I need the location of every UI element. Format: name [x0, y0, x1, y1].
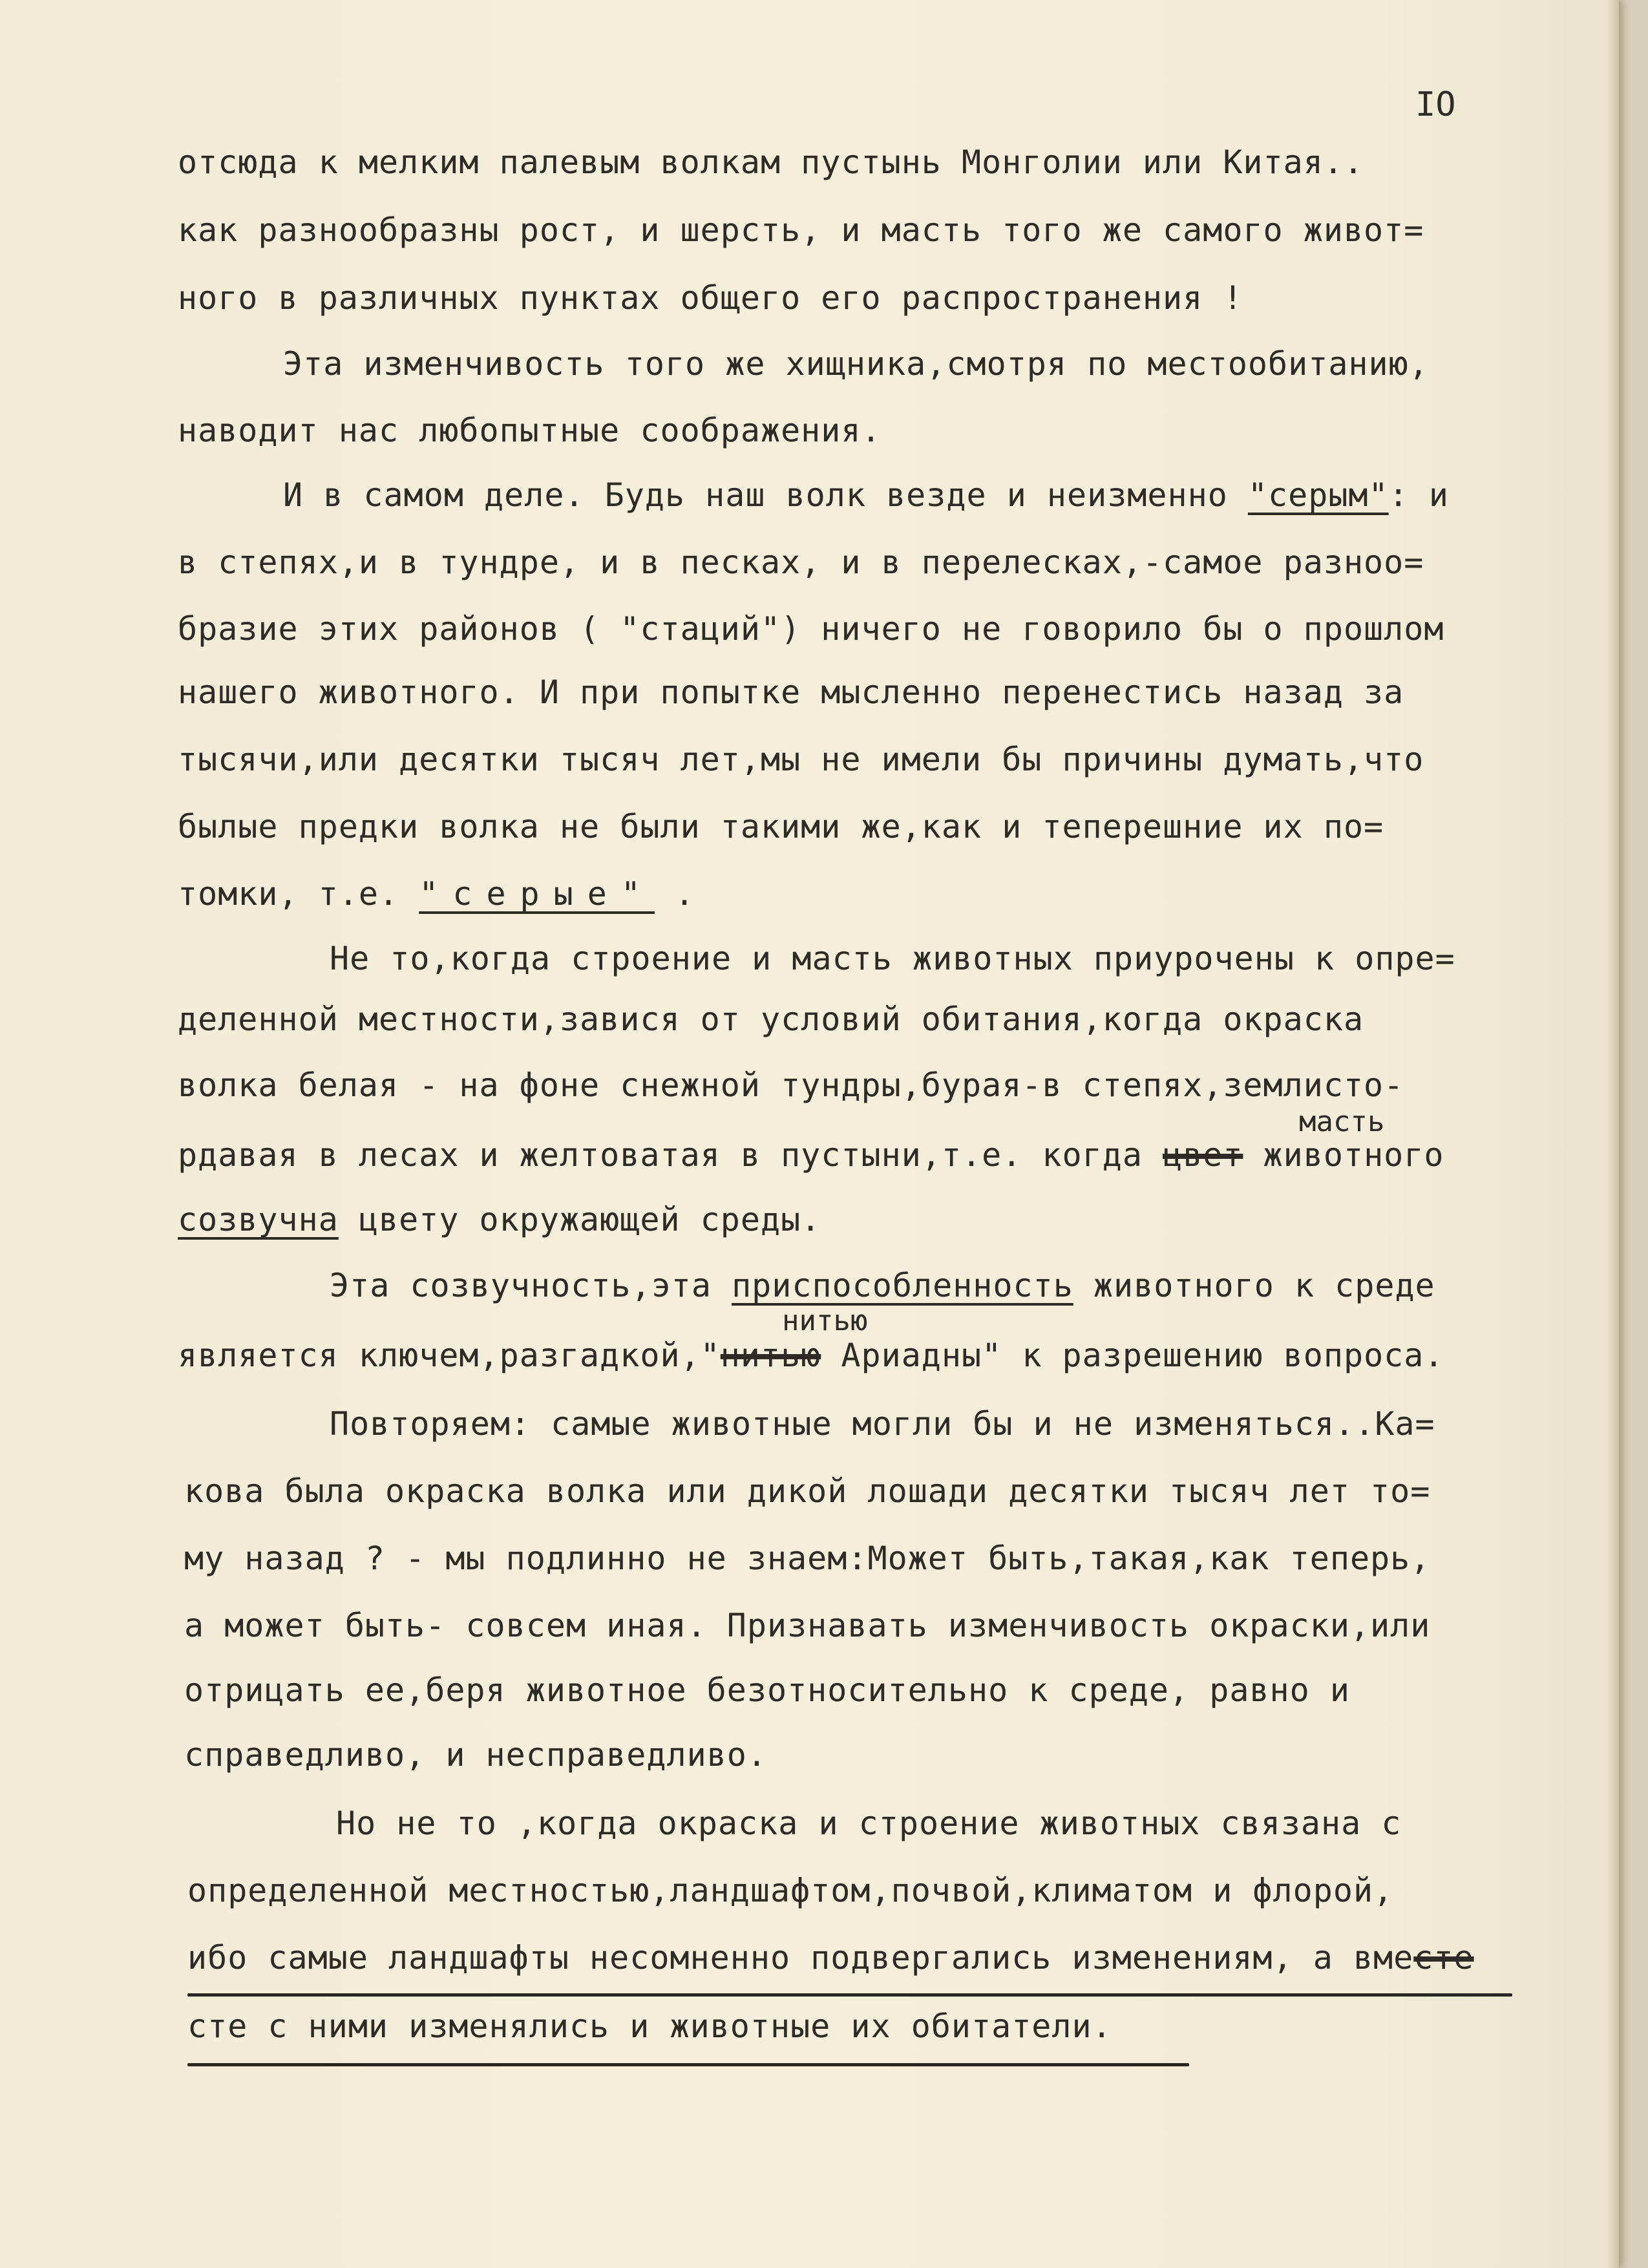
text-line-19a: является ключем,разгадкой," — [178, 1337, 721, 1374]
handwritten-insert-nityu: нитью — [782, 1304, 868, 1337]
underlined-word-grey-spaced: "серые" — [419, 875, 655, 913]
underlined-word-sozvuchna: созвучна — [178, 1201, 339, 1238]
text-line-2: как разнообразны рост, и шерсть, и масть того же самого живот= — [178, 211, 1424, 249]
text-line-16 — [178, 1136, 1444, 1174]
text-line-20: Повторяем: самые животные могли бы и не изменяться..Ка= — [330, 1405, 1435, 1443]
text-line-14: деленной местности,завися от условий обитания,когда окраска — [178, 1001, 1364, 1038]
text-line-5: наводит нас любопытные соображения. — [178, 412, 882, 449]
text-line-1: отсюда к мелким палевым волкам пустынь Монголии или Китая.. — [178, 143, 1364, 181]
page-number: IO — [1415, 85, 1456, 124]
text-line-12 — [178, 875, 695, 913]
text-line-13: Не то,когда строение и масть животных приурочены к опре= — [330, 940, 1455, 977]
text-line-12a: томки, т.е. — [178, 875, 419, 913]
struck-word-tsvet: цвет — [1163, 1136, 1243, 1174]
text-line-8: бразие этих районов ( "стаций") ничего не говорило бы о прошлом — [178, 610, 1444, 648]
struck-word-nityu: нитью — [720, 1337, 821, 1374]
text-line-27: определенной местностью,ландшафтом,почвой,климатом и флорой, — [187, 1872, 1394, 1909]
text-line-3: ного в различных пунктах общего его распространения ! — [178, 279, 1243, 317]
text-line-28 — [187, 1939, 1474, 1977]
text-line-12b: . — [654, 875, 695, 913]
text-line-25: справедливо, и несправедливо. — [184, 1736, 767, 1774]
underlined-word-grey: "серым" — [1247, 476, 1389, 514]
text-line-19 — [178, 1339, 1444, 1372]
text-line-28a: ибо самые ландшафты несомненно подвергались изменениям, а вме — [187, 1939, 1414, 1977]
text-line-22: му назад ? - мы подлинно не знаем:Может быть,такая,как теперь, — [184, 1540, 1431, 1577]
text-line-18 — [330, 1269, 1435, 1302]
text-line-29: сте с ними изменялись и животные их обитатели. — [187, 2008, 1112, 2045]
text-line-26: Но не то ,когда окраска и строение животных связана с — [336, 1805, 1402, 1842]
text-line-17 — [178, 1203, 821, 1236]
text-line-19b: Ариадны" к разрешению вопроса. — [821, 1337, 1444, 1374]
text-line-16b: животного — [1243, 1136, 1444, 1174]
text-line-4: Эта изменчивость того же хищника,смотря по местообитанию, — [283, 345, 1429, 383]
text-line-17b: цвету окружающей среды. — [338, 1201, 821, 1238]
text-line-18a: Эта созвучность,эта — [330, 1267, 732, 1304]
text-line-6b: : и — [1388, 476, 1449, 514]
text-line-6 — [283, 476, 1449, 514]
text-line-24: отрицать ее,беря животное безотносительно к среде, равно и — [184, 1671, 1350, 1709]
text-line-16a: рдавая в лесах и желтоватая в пустыни,т.е. когда — [178, 1136, 1163, 1174]
text-line-9: нашего животного. И при попытке мысленно перенестись назад за — [178, 673, 1404, 711]
text-line-18b: животного к среде — [1073, 1267, 1435, 1304]
underlined-word-adaptation: приспособленность — [732, 1267, 1073, 1304]
text-line-15: волка белая - на фоне снежной тундры,бурая-в степях,землисто- — [178, 1066, 1404, 1104]
text-line-23: а может быть- совсем иная. Признавать изменчивость окраски,или — [184, 1607, 1431, 1644]
text-line-21: кова была окраска волка или дикой лошади десятки тысяч лет то= — [184, 1472, 1431, 1510]
handwritten-insert-mast: масть — [1299, 1105, 1385, 1138]
underline-rule-1 — [187, 1993, 1512, 1997]
text-line-10: тысячи,или десятки тысяч лет,мы не имели бы причины думать,что — [178, 741, 1424, 778]
struck-syllable-ste: сте — [1413, 1939, 1474, 1977]
text-line-7: в степях,и в тундре, и в песках, и в перелесках,-самое разноо= — [178, 544, 1424, 581]
underline-rule-2 — [187, 2063, 1189, 2066]
text-line-11: былые предки волка не были такими же,как и теперешние их по= — [178, 808, 1384, 845]
text-line-6a: И в самом деле. Будь наш волк везде и неизменно — [283, 476, 1248, 514]
